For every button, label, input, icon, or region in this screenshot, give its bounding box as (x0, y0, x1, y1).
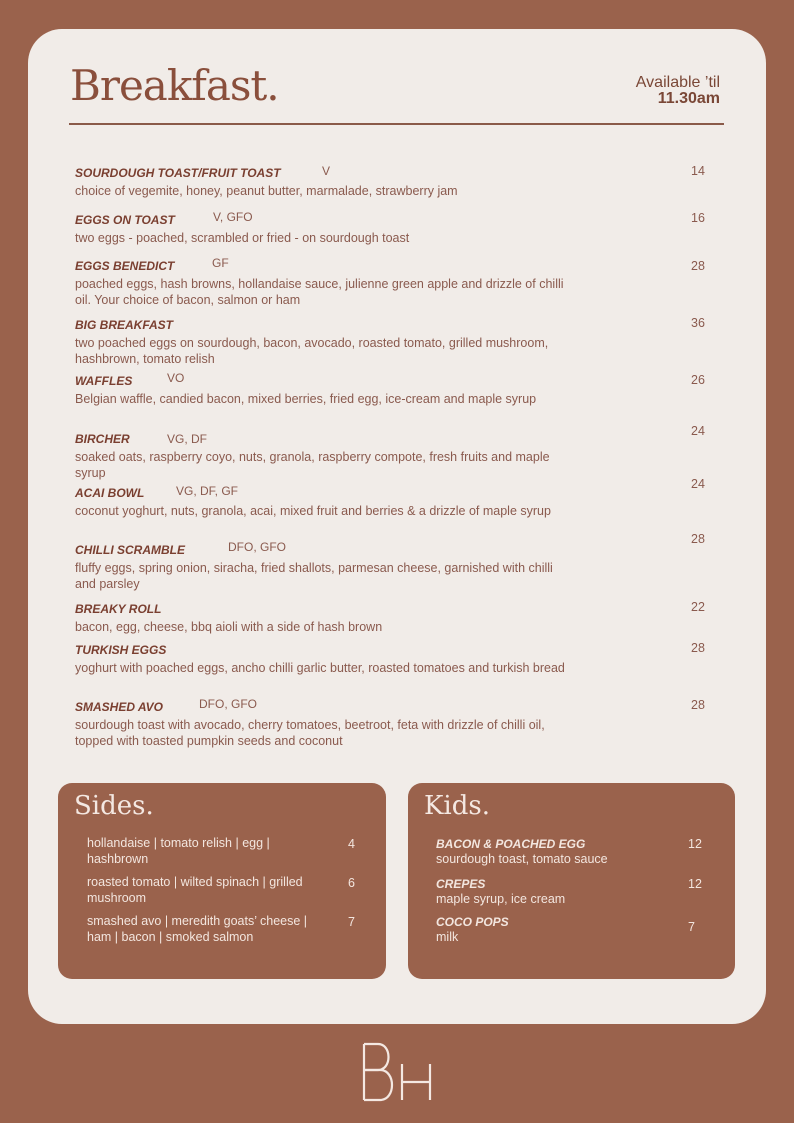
menu-item-desc: fluffy eggs, spring onion, siracha, fried shallots, parmesan cheese, garnished with chilli and parsley (75, 561, 553, 591)
menu-item-price: 24 (691, 477, 705, 491)
menu-item-desc: two poached eggs on sourdough, bacon, avocado, roasted tomato, grilled mushroom, hashbrown, tomato relish (75, 336, 549, 366)
menu-item (75, 600, 695, 635)
menu-item-name: BIG BREAKFAST (75, 318, 174, 332)
kids-item (436, 915, 676, 945)
kids-item-price: 12 (688, 877, 702, 891)
kids-item (436, 877, 676, 907)
sides-panel (58, 783, 386, 979)
menu-item-price: 14 (691, 164, 705, 178)
availability-label: Available ’til (635, 74, 720, 91)
menu-item (75, 641, 695, 676)
menu-item (75, 257, 695, 308)
kids-panel (408, 783, 735, 979)
menu-item (75, 430, 695, 481)
menu-item-price: 22 (691, 600, 705, 614)
side-price: 6 (348, 876, 355, 890)
side-item: smashed avo | meredith goats’ cheese | ham | bacon | smoked salmon (87, 914, 308, 944)
sides-title: Sides. (74, 791, 154, 821)
side-price: 7 (348, 915, 355, 929)
menu-item-name: ACAI BOWL (75, 486, 145, 500)
menu-item-name: SOURDOUGH TOAST/FRUIT TOAST (75, 166, 281, 180)
availability-time: 11.30am (657, 90, 720, 107)
menu-item-desc: soaked oats, raspberry coyo, nuts, granola, raspberry compote, fresh fruits and maple syrup (75, 450, 550, 480)
kids-item-price: 7 (688, 920, 695, 934)
menu-item-price: 28 (691, 532, 705, 546)
kids-item-price: 12 (688, 837, 702, 851)
kids-item-desc: maple syrup, ice cream (436, 892, 566, 906)
menu-item-diet: DFO, GFO (199, 697, 257, 711)
menu-item-price: 26 (691, 373, 705, 387)
menu-item-desc: coconut yoghurt, nuts, granola, acai, mixed fruit and berries & a drizzle of maple syrup (75, 504, 551, 518)
menu-item (75, 484, 695, 519)
menu-item-name: SMASHED AVO (75, 700, 164, 714)
menu-item-price: 36 (691, 316, 705, 330)
menu-item-desc: choice of vegemite, honey, peanut butter, marmalade, strawberry jam (75, 184, 458, 198)
menu-card (28, 29, 766, 1024)
menu-item-price: 28 (691, 641, 705, 655)
bh-logo (358, 1040, 438, 1104)
menu-item-diet: VG, DF, GF (176, 484, 239, 498)
side-item: roasted tomato | wilted spinach | grilled mushroom (87, 875, 303, 905)
menu-item-name: BREAKY ROLL (75, 602, 162, 616)
menu-item-desc: poached eggs, hash browns, hollandaise sauce, julienne green apple and drizzle of chilli oil. Your choice of bacon, salmon or ham (75, 277, 564, 307)
menu-item-name: EGGS ON TOAST (75, 213, 175, 227)
menu-item (75, 698, 695, 749)
menu-item-price: 24 (691, 424, 705, 438)
side-item: hollandaise | tomato relish | egg | hashbrown (87, 836, 270, 866)
menu-item-desc: yoghurt with poached eggs, ancho chilli garlic butter, roasted tomatoes and turkish bread (75, 661, 565, 675)
menu-item (75, 316, 695, 367)
menu-item-diet: VG, DF (167, 432, 208, 446)
menu-item-desc: two eggs - poached, scrambled or fried - on sourdough toast (75, 231, 410, 245)
menu-item-desc: sourdough toast with avocado, cherry tomatoes, beetroot, feta with drizzle of chilli oil, topped with toasted pumpkin seeds and coconut (75, 718, 545, 748)
page-title: Breakfast. (70, 61, 279, 110)
menu-item-price: 16 (691, 211, 705, 225)
menu-item-diet: V (322, 164, 331, 178)
kids-item-name: CREPES (436, 877, 486, 891)
menu-item-diet: VO (167, 371, 185, 385)
menu-item-desc: bacon, egg, cheese, bbq aioli with a side of hash brown (75, 620, 383, 634)
menu-item (75, 164, 695, 199)
kids-title: Kids. (424, 791, 490, 821)
menu-item (75, 211, 695, 246)
menu-item-diet: V, GFO (213, 210, 253, 224)
menu-item-name: CHILLI SCRAMBLE (75, 543, 185, 557)
kids-item-name: BACON & POACHED EGG (436, 837, 586, 851)
menu-item-name: TURKISH EGGS (75, 643, 167, 657)
menu-item-diet: DFO, GFO (228, 540, 286, 554)
menu-item-name: WAFFLES (75, 374, 133, 388)
menu-item-price: 28 (691, 259, 705, 273)
menu-item-name: BIRCHER (75, 432, 130, 446)
kids-item-desc: sourdough toast, tomato sauce (436, 852, 608, 866)
kids-item (436, 837, 676, 867)
kids-item-name: COCO POPS (436, 915, 509, 929)
side-price: 4 (348, 837, 355, 851)
menu-item-diet: GF (212, 256, 229, 270)
menu-item-name: EGGS BENEDICT (75, 259, 175, 273)
kids-item-desc: milk (436, 930, 459, 944)
menu-item (75, 372, 695, 407)
availability-note (636, 75, 720, 107)
header-divider (69, 123, 724, 125)
menu-item (75, 541, 695, 592)
menu-item-price: 28 (691, 698, 705, 712)
menu-item-desc: Belgian waffle, candied bacon, mixed berries, fried egg, ice-cream and maple syrup (75, 392, 537, 406)
